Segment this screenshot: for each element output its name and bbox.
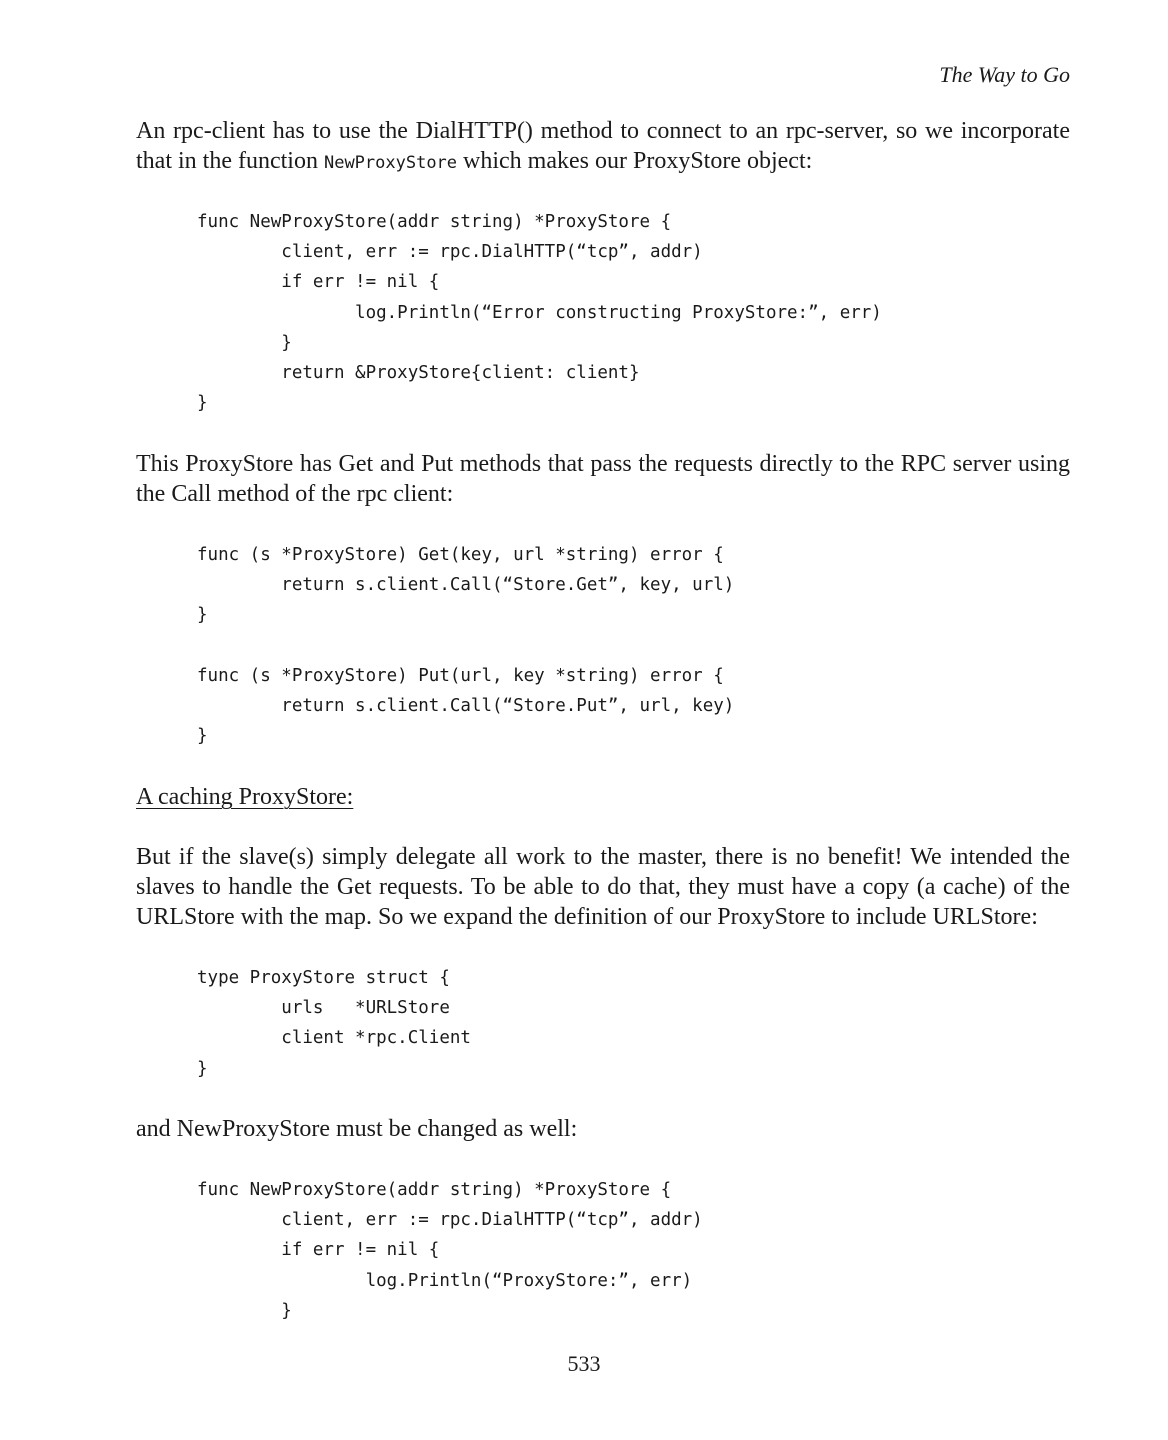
code-line: log.Println(“Error constructing ProxyStore:”, err) <box>197 302 882 323</box>
code-line: return s.client.Call(“Store.Get”, key, url) <box>197 575 735 596</box>
code-line: type ProxyStore struct { <box>197 968 450 988</box>
code-line: return &ProxyStore{client: client} <box>197 362 640 383</box>
code-line: func NewProxyStore(addr string) *ProxyStore { <box>197 1180 672 1200</box>
code-line <box>197 631 734 661</box>
page-number: 533 <box>567 1351 601 1376</box>
paragraph-get-put: This ProxyStore has Get and Put methods that pass the requests directly to the RPC server using the Call method of the rpc client: <box>136 451 1070 507</box>
code-line: } <box>197 332 292 353</box>
code-line: log.Println(“ProxyStore:”, err) <box>197 1270 693 1291</box>
code-line: } <box>197 726 208 747</box>
code-line: } <box>197 1300 292 1321</box>
code-block-get-put <box>197 540 734 751</box>
paragraph-dialhttp <box>136 116 1070 178</box>
code-block-newproxystore <box>197 207 882 418</box>
code-line: func NewProxyStore(addr string) *ProxyStore { <box>197 212 672 232</box>
code-block-newproxystore-v2 <box>197 1175 703 1326</box>
code-line: client *rpc.Client <box>197 1028 471 1049</box>
code-line: if err != nil { <box>197 272 440 293</box>
paragraph-caching: But if the slave(s) simply delegate all work to the master, there is no benefit! We intended the slaves to handle the Get requests. To be able to do that, they must have a copy (a cache) of the URLStore with the map. So we expand the definition of our ProxyStore to include URLStore: <box>136 844 1070 930</box>
code-line: urls *URLStore <box>197 998 450 1019</box>
inline-code-newproxystore: NewProxyStore <box>323 153 458 173</box>
code-line: return s.client.Call(“Store.Put”, url, key) <box>197 695 735 716</box>
paragraph-text: An rpc-client has to use the DialHTTP() method to connect to an rpc-server, so we incorporate that in the function <box>136 118 1070 174</box>
code-line: if err != nil { <box>197 1240 440 1261</box>
code-line: } <box>197 393 208 414</box>
code-block-struct <box>197 963 471 1084</box>
paragraph-newproxystore-changed: and NewProxyStore must be changed as well: <box>136 1116 578 1142</box>
code-line: } <box>197 1058 208 1079</box>
code-line: func (s *ProxyStore) Get(key, url *string) error { <box>197 545 724 565</box>
paragraph-text: which makes our ProxyStore object: <box>457 148 813 174</box>
code-line: } <box>197 605 208 626</box>
code-line: client, err := rpc.DialHTTP(“tcp”, addr) <box>197 1210 703 1231</box>
running-header: The Way to Go <box>939 62 1070 87</box>
code-line: client, err := rpc.DialHTTP(“tcp”, addr) <box>197 242 703 263</box>
code-line: func (s *ProxyStore) Put(url, key *string) error { <box>197 665 724 686</box>
section-heading: A caching ProxyStore: <box>136 784 354 810</box>
